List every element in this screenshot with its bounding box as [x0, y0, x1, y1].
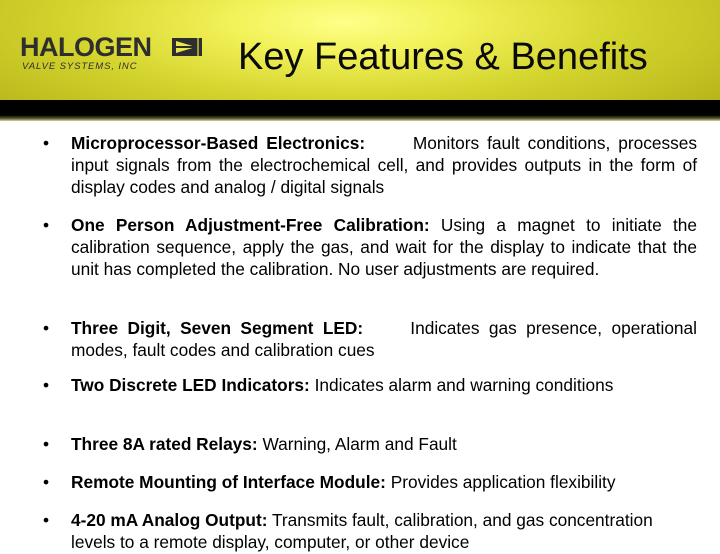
- logo-subtitle: VALVE SYSTEMS, INC: [22, 61, 138, 72]
- feature-body: [71, 375, 617, 397]
- bullet-point: •: [43, 472, 50, 492]
- feature-body: [71, 215, 697, 280]
- bullet-point: •: [43, 510, 50, 530]
- feature-text: Monitors fault conditions, processes input signals from the electrochemical cell, and provides outputs in the form of display codes and analog / digital signals: [71, 133, 698, 197]
- feature-body: [71, 318, 697, 362]
- feature-body: [71, 133, 697, 198]
- feature-heading: Three 8A rated Relays:: [71, 434, 258, 454]
- feature-item: [43, 510, 697, 554]
- feature-item: [43, 133, 697, 198]
- feature-item: [43, 318, 697, 362]
- feature-item: [43, 472, 697, 494]
- feature-text: Using a magnet to initiate the calibration sequence, apply the gas, and wait for the display to indicate that the unit has completed the calibration. No user adjustments are required.: [71, 215, 697, 279]
- slide-header: [0, 0, 720, 100]
- slide-content: [0, 121, 720, 552]
- feature-body: [71, 472, 697, 494]
- header-divider-bar: [0, 100, 720, 121]
- bullet-point: •: [43, 434, 50, 454]
- feature-heading: One Person Adjustment-Free Calibration:: [71, 215, 430, 235]
- bullet-point: •: [43, 375, 50, 395]
- feature-item: [43, 375, 697, 397]
- feature-body: [71, 510, 697, 554]
- feature-heading: 4-20 mA Analog Output:: [71, 510, 268, 530]
- feature-heading: Two Discrete LED Indicators:: [71, 375, 310, 395]
- feature-item: [43, 434, 697, 456]
- feature-heading: Three Digit, Seven Segment LED:: [71, 318, 364, 338]
- feature-text: Indicates alarm and warning conditions: [314, 375, 614, 395]
- company-logo: [20, 32, 202, 78]
- feature-item: [43, 215, 697, 280]
- feature-text: Indicates gas presence, operational modes, fault codes and calibration cues: [71, 318, 697, 360]
- page-title: Key Features & Benefits: [238, 36, 648, 78]
- logo-wordmark: HALOGEN: [20, 32, 152, 62]
- bullet-point: •: [43, 133, 50, 153]
- feature-body: [71, 434, 697, 456]
- bullet-point: •: [43, 215, 50, 235]
- feature-heading: Microprocessor-Based Electronics:: [71, 133, 366, 153]
- feature-heading: Remote Mounting of Interface Module:: [71, 472, 386, 492]
- feature-text: Provides application flexibility: [390, 472, 616, 492]
- feature-text: Warning, Alarm and Fault: [262, 434, 457, 454]
- bullet-point: •: [43, 318, 50, 338]
- valve-logo-icon: [172, 35, 202, 59]
- feature-text: Transmits fault, calibration, and gas concentration levels to a remote display, computer, or other device: [71, 510, 653, 552]
